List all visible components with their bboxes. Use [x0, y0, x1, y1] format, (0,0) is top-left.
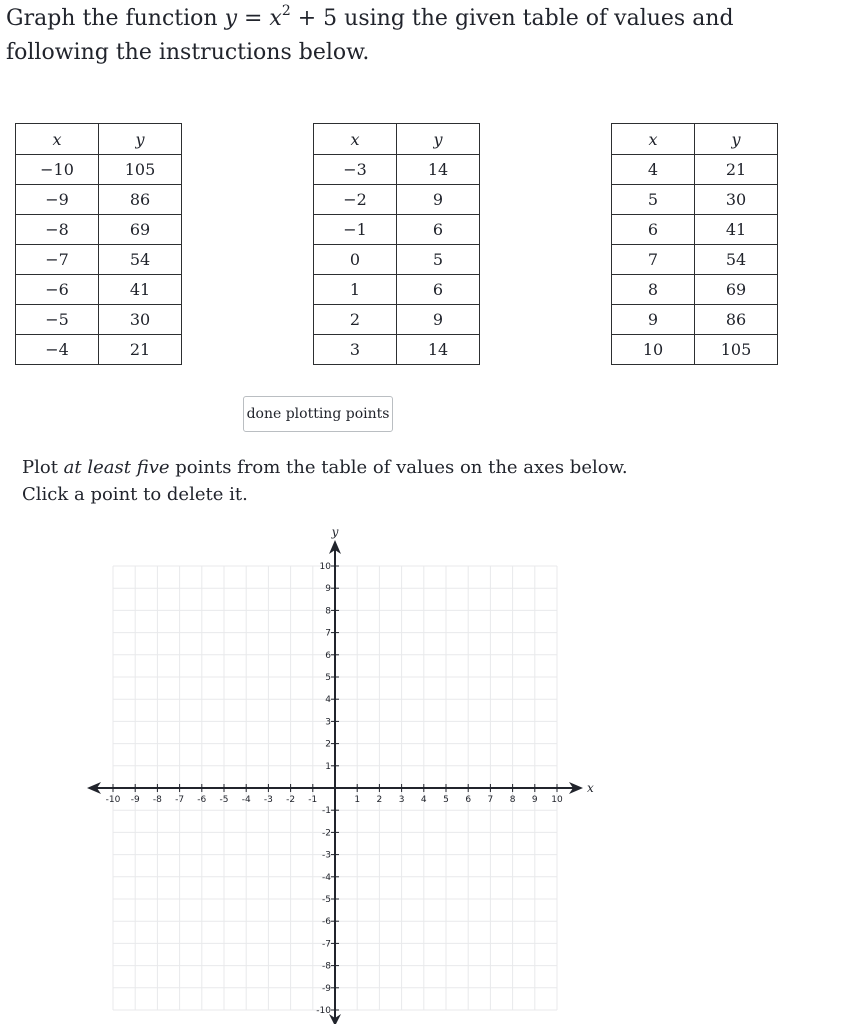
column-header-x: x: [314, 124, 397, 155]
x-tick-label: -2: [286, 795, 296, 805]
x-cell: 1: [314, 275, 397, 305]
y-cell: 5: [397, 245, 480, 275]
y-tick-label: 5: [325, 673, 331, 683]
table-row: [314, 245, 480, 275]
y-cell: 41: [99, 275, 182, 305]
x-tick-label: 5: [443, 795, 449, 805]
y-cell: 54: [99, 245, 182, 275]
x-cell: 9: [612, 305, 695, 335]
table-row: [314, 305, 480, 335]
x-tick-label: -5: [219, 795, 229, 805]
y-tick-label: -3: [322, 850, 331, 861]
equation-rest: + 5: [290, 6, 338, 31]
y-cell: 86: [695, 305, 778, 335]
y-tick-label: 9: [325, 584, 331, 595]
table-row: [314, 215, 480, 245]
table-row: [612, 305, 778, 335]
axes: [87, 540, 583, 1024]
y-axis-label: y: [331, 525, 339, 539]
y-tick-label: 3: [325, 717, 331, 728]
y-tick-label: 6: [325, 650, 331, 661]
y-cell: 9: [397, 305, 480, 335]
x-tick-label: 4: [420, 795, 427, 805]
x-cell: −4: [16, 335, 99, 365]
table-row: [314, 155, 480, 185]
x-tick-label: -3: [263, 795, 273, 805]
x-tick-label: 9: [531, 795, 538, 805]
table-row: [16, 215, 182, 245]
table-row: [612, 185, 778, 215]
problem-statement: [6, 2, 842, 70]
y-cell: 14: [397, 335, 480, 365]
table-row: [16, 245, 182, 275]
x-tick-label: 1: [354, 795, 361, 805]
table-row: [16, 155, 182, 185]
y-cell: 6: [397, 275, 480, 305]
x-cell: −8: [16, 215, 99, 245]
table-row: [16, 335, 182, 365]
table-row: [612, 335, 778, 365]
plot-instructions: [22, 454, 642, 508]
x-cell: −7: [16, 245, 99, 275]
y-cell: 21: [695, 155, 778, 185]
column-header-x: x: [16, 124, 99, 155]
y-cell: 86: [99, 185, 182, 215]
table-row: [16, 185, 182, 215]
x-cell: 3: [314, 335, 397, 365]
y-tick-label: -2: [322, 828, 331, 839]
equation-y: y: [224, 6, 237, 31]
y-cell: 105: [99, 155, 182, 185]
instructions-end: points from the table of values on the axes below. Click a point to delete it.: [22, 457, 628, 505]
coordinate-plane[interactable]: [0, 520, 620, 1024]
table-row: [16, 275, 182, 305]
x-tick-label: -7: [175, 795, 185, 805]
x-cell: −10: [16, 155, 99, 185]
values-table-middle: [313, 123, 480, 365]
table-row: [612, 275, 778, 305]
x-cell: 7: [612, 245, 695, 275]
y-tick-label: -7: [322, 939, 331, 950]
table-row: [612, 155, 778, 185]
y-cell: 21: [99, 335, 182, 365]
y-tick-label: -1: [322, 806, 331, 817]
x-tick-label: 6: [465, 795, 472, 805]
x-tick-label: 8: [509, 795, 516, 805]
y-tick-label: 2: [325, 739, 331, 750]
x-tick-label: -4: [241, 795, 251, 805]
x-tick-label: 7: [487, 795, 494, 805]
equation-x: x: [269, 6, 282, 31]
x-cell: −5: [16, 305, 99, 335]
y-tick-label: 4: [325, 695, 331, 706]
instructions-start: Plot: [22, 457, 64, 478]
x-cell: 0: [314, 245, 397, 275]
x-cell: −9: [16, 185, 99, 215]
y-cell: 54: [695, 245, 778, 275]
x-cell: −1: [314, 215, 397, 245]
x-cell: 4: [612, 155, 695, 185]
y-tick-label: 8: [325, 606, 331, 617]
table-row: [314, 185, 480, 215]
y-tick-label: -9: [322, 983, 331, 994]
values-table-right: [611, 123, 778, 365]
values-table-left: [15, 123, 182, 365]
table-row: [612, 245, 778, 275]
column-header-x: x: [612, 124, 695, 155]
column-header-y: y: [99, 124, 182, 155]
x-cell: 6: [612, 215, 695, 245]
y-cell: 30: [99, 305, 182, 335]
y-cell: 105: [695, 335, 778, 365]
y-tick-label: -10: [316, 1006, 331, 1016]
problem-text-start: Graph the function: [6, 6, 225, 31]
x-tick-label: 10: [551, 795, 563, 805]
problem-text-end: using the given table of values and following the instructions below.: [6, 6, 734, 65]
x-cell: 8: [612, 275, 695, 305]
x-axis-label: x: [587, 781, 594, 795]
y-cell: 41: [695, 215, 778, 245]
y-cell: 69: [99, 215, 182, 245]
x-tick-label: -6: [197, 795, 207, 805]
table-row: [314, 335, 480, 365]
y-cell: 69: [695, 275, 778, 305]
x-cell: 2: [314, 305, 397, 335]
x-tick-label: -8: [152, 795, 162, 805]
instructions-emphasis: at least five: [63, 457, 170, 478]
x-tick-label: 3: [398, 795, 405, 805]
x-cell: 5: [612, 185, 695, 215]
equation-exponent: 2: [281, 2, 291, 19]
y-cell: 6: [397, 215, 480, 245]
y-tick-label: 1: [325, 761, 331, 772]
y-cell: 9: [397, 185, 480, 215]
y-cell: 30: [695, 185, 778, 215]
y-tick-label: -6: [322, 917, 331, 928]
x-cell: −2: [314, 185, 397, 215]
y-tick-label: -8: [322, 961, 331, 972]
table-row: [314, 275, 480, 305]
equation-equals: =: [237, 6, 270, 31]
done-plotting-button[interactable]: done plotting points: [243, 396, 393, 432]
x-cell: −3: [314, 155, 397, 185]
table-row: [16, 305, 182, 335]
x-tick-label: -10: [105, 795, 121, 805]
y-tick-label: -5: [322, 895, 331, 905]
y-tick-label: 10: [319, 562, 331, 572]
x-cell: −6: [16, 275, 99, 305]
x-tick-label: -1: [308, 795, 318, 805]
x-tick-label: -9: [130, 795, 140, 805]
x-cell: 10: [612, 335, 695, 365]
y-tick-label: -4: [322, 872, 331, 883]
column-header-y: y: [695, 124, 778, 155]
x-tick-label: 2: [376, 795, 383, 805]
table-row: [612, 215, 778, 245]
column-header-y: y: [397, 124, 480, 155]
y-cell: 14: [397, 155, 480, 185]
y-tick-label: 7: [325, 628, 331, 639]
